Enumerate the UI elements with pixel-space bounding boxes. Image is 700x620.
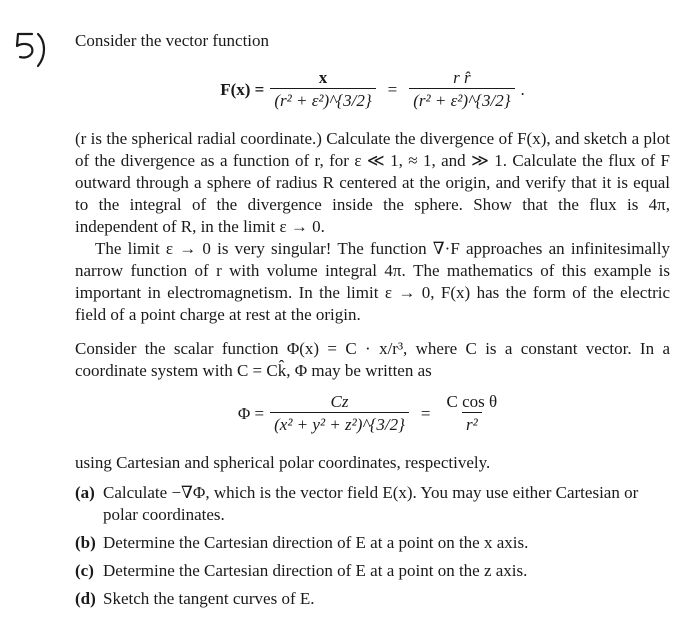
item-label: (c): [75, 561, 94, 580]
equation-scalar-potential: [75, 386, 670, 442]
subquestion-list: [75, 482, 670, 610]
item-text: Determine the Cartesian direction of E at a point on the x axis.: [103, 533, 529, 552]
list-item: [75, 560, 670, 582]
item-label: (d): [75, 589, 96, 608]
eq2-frac1-numerator: Cz: [330, 392, 349, 411]
eq1-frac2-numerator: r r̂: [453, 68, 471, 87]
item-text: Calculate −∇Φ, which is the vector field E(x). You may use either Cartesian or polar coordinates.: [103, 483, 639, 524]
handwritten-number-five: [8, 28, 52, 72]
paragraph-singular-limit: The limit ε → 0 is very singular! The function ∇·F approaches an infinitesimally narrow function of r with volume integral 4π. The mathematics of this example is important in electromagnetism. In the limit ε → 0, F(x) has the form of the electric field of a point charge at rest at the origin.: [75, 239, 670, 324]
eq1-frac1-denominator: (r² + ε²)^{3/2}: [270, 88, 375, 112]
item-text: Sketch the tangent curves of E.: [103, 589, 315, 608]
paragraph-coordinates: using Cartesian and spherical polar coordinates, respectively.: [75, 453, 491, 472]
eq2-frac2-numerator: C cos θ: [446, 392, 498, 411]
eq2-frac1-denominator: (x² + y² + z²)^{3/2}: [270, 412, 409, 436]
problem-text: [75, 30, 670, 616]
list-item: [75, 482, 670, 526]
eq1-frac1-numerator: x: [318, 68, 328, 87]
eq1-fraction-2: [409, 68, 514, 112]
item-label: (a): [75, 483, 95, 502]
list-item: [75, 532, 670, 554]
intro-text: Consider the vector function: [75, 31, 270, 50]
problem-number: [8, 28, 52, 72]
eq1-period: .: [520, 80, 525, 99]
eq2-equals: =: [420, 404, 431, 423]
list-item: [75, 588, 670, 610]
paragraph-divergence: (r is the spherical radial coordinate.) Calculate the divergence of F(x), and sketch a plot of the divergence as a function of r, for ε ≪ 1, ≈ 1, and ≫ 1. Calculate the flux of F outward through a sphere of radius R centered at the origin, and verify that it is equal to the integral of the divergence inside the sphere. Show that the flux is 4π, independent of R, in the limit ε → 0.: [75, 129, 670, 236]
eq1-frac2-denominator: (r² + ε²)^{3/2}: [409, 88, 514, 112]
eq2-fraction-1: [270, 392, 409, 436]
equation-vector-function: [75, 62, 670, 118]
eq2-fraction-2: [442, 392, 501, 436]
eq1-fraction-1: [270, 68, 375, 112]
item-text: Determine the Cartesian direction of E at a point on the z axis.: [103, 561, 528, 580]
eq1-equals: =: [387, 80, 398, 99]
item-label: (b): [75, 533, 96, 552]
eq1-lhs: F(x) =: [220, 80, 265, 99]
eq2-lhs: Φ =: [237, 404, 265, 423]
eq2-frac2-denominator: r²: [462, 412, 482, 436]
paragraph-scalar-function: Consider the scalar function Φ(x) = C · x/r³, where C is a constant vector. In a coordinate system with C = Ck̂, Φ may be written as: [75, 339, 670, 380]
